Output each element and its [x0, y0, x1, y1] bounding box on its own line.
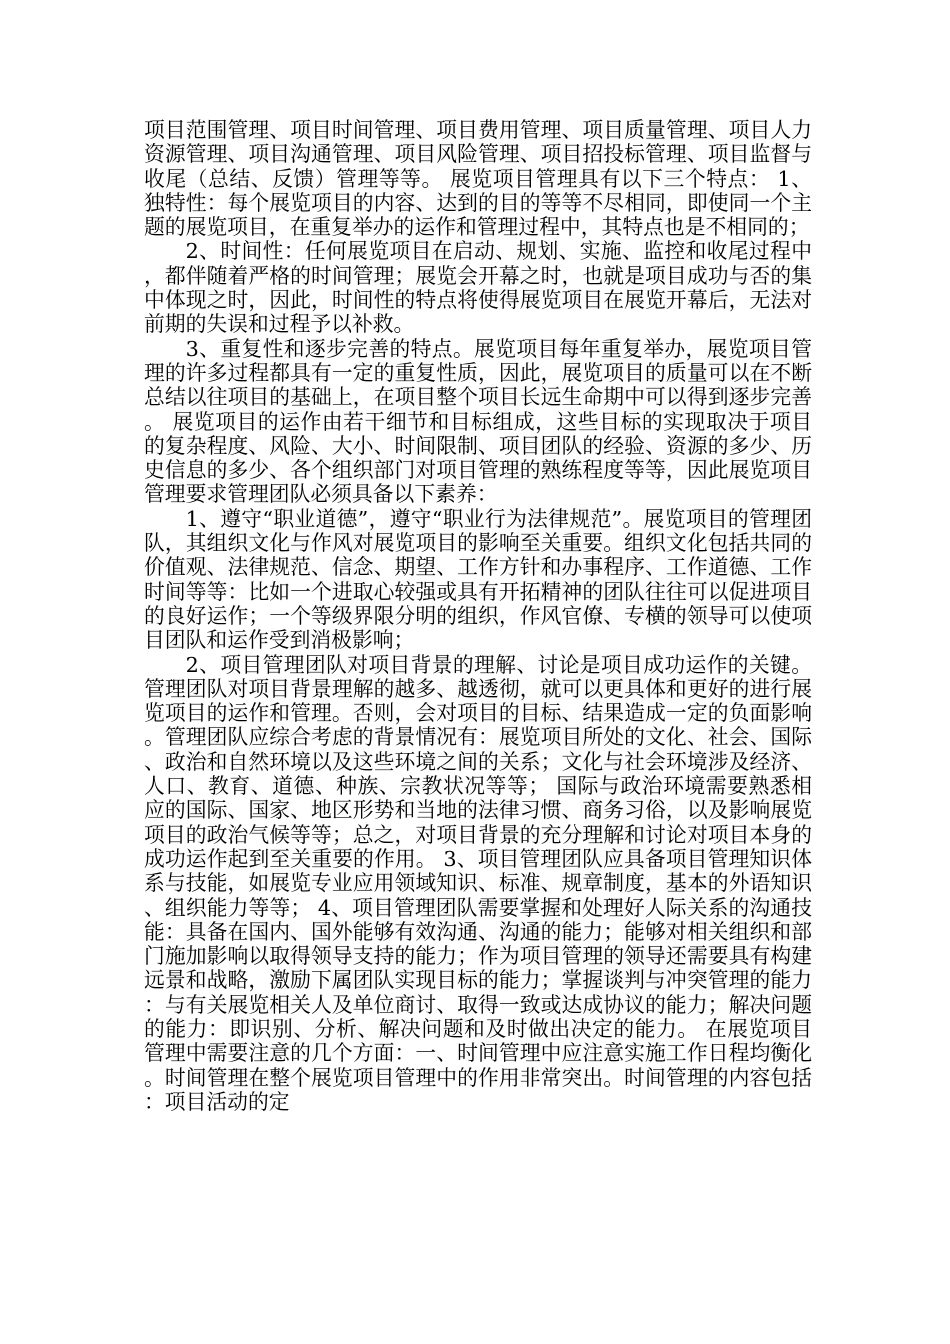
document-page	[144, 118, 812, 1114]
paragraph-2: 2、时间性：任何展览项目在启动、规划、实施、监控和收尾过程中，都伴随着严格的时间管理；展览会开幕之时，也就是项目成功与否的集中体现之时，因此，时间性的特点将使得展览项目在展览开幕后，无法对前期的失误和过程予以补救。	[144, 239, 812, 337]
paragraph-3: 3、重复性和逐步完善的特点。展览项目每年重复举办，展览项目管理的许多过程都具有一定的重复性质，因此，展览项目的质量可以在不断总结以往项目的基础上，在项目整个项目长远生命期中可以得到逐步完善。 展览项目的运作由若干细节和目标组成，这些目标的实现取决于项目的复杂程度、风险、大小、时间限制、项目团队的经验、资源的多少、历史信息的多少、各个组织部门对项目管理的熟练程度等等，因此展览项目管理要求管理团队必须具备以下素养：	[144, 336, 812, 507]
paragraph-4: 1、遵守“职业道德”，遵守“职业行为法律规范”。展览项目的管理团队，其组织文化与作风对展览项目的影响至关重要。组织文化包括共同的价值观、法律规范、信念、期望、工作方针和办事程序、工作道德、工作时间等等：比如一个进取心较强或具有开拓精神的团队往往可以促进项目的良好运作；一个等级界限分明的组织，作风官僚、专横的领导可以使项目团队和运作受到消极影响；	[144, 506, 812, 653]
paragraph-5: 2、项目管理团队对项目背景的理解、讨论是项目成功运作的关键。管理团队对项目背景理解的越多、越透彻，就可以更具体和更好的进行展览项目的运作和管理。否则，会对项目的目标、结果造成一定的负面影响。管理团队应综合考虑的背景情况有：展览项目所处的文化、社会、国际、政治和自然环境以及这些环境之间的关系；文化与社会环境涉及经济、人口、教育、道德、种族、宗教状况等等； 国际与政治环境需要熟悉相应的国际、国家、地区形势和当地的法律习惯、商务习俗，以及影响展览项目的政治气候等等；总之，对项目背景的充分理解和讨论对项目本身的成功运作起到至关重要的作用。 3、项目管理团队应具备项目管理知识体系与技能，如展览专业应用领域知识、标准、规章制度，基本的外语知识、组织能力等等； 4、项目管理团队需要掌握和处理好人际关系的沟通技能：具备在国内、国外能够有效沟通、沟通的能力；能够对相关组织和部门施加影响以取得领导支持的能力；作为项目管理的领导还需要具有构建远景和战略，激励下属团队实现目标的能力；掌握谈判与冲突管理的能力：与有关展览相关人及单位商讨、取得一致或达成协议的能力；解决问题的能力：即识别、分析、解决问题和及时做出决定的能力。 在展览项目管理中需要注意的几个方面：一、时间管理中应注意实施工作日程均衡化。时间管理在整个展览项目管理中的作用非常突出。时间管理的内容包括：项目活动的定	[144, 652, 812, 1114]
paragraph-1: 项目范围管理、项目时间管理、项目费用管理、项目质量管理、项目人力资源管理、项目沟通管理、项目风险管理、项目招投标管理、项目监督与收尾（总结、反馈）管理等等。 展览项目管理具有以下三个特点： 1、独特性：每个展览项目的内容、达到的目的等等不尽相同，即使同一个主题的展览项目，在重复举办的运作和管理过程中，其特点也是不相同的；	[144, 118, 812, 240]
